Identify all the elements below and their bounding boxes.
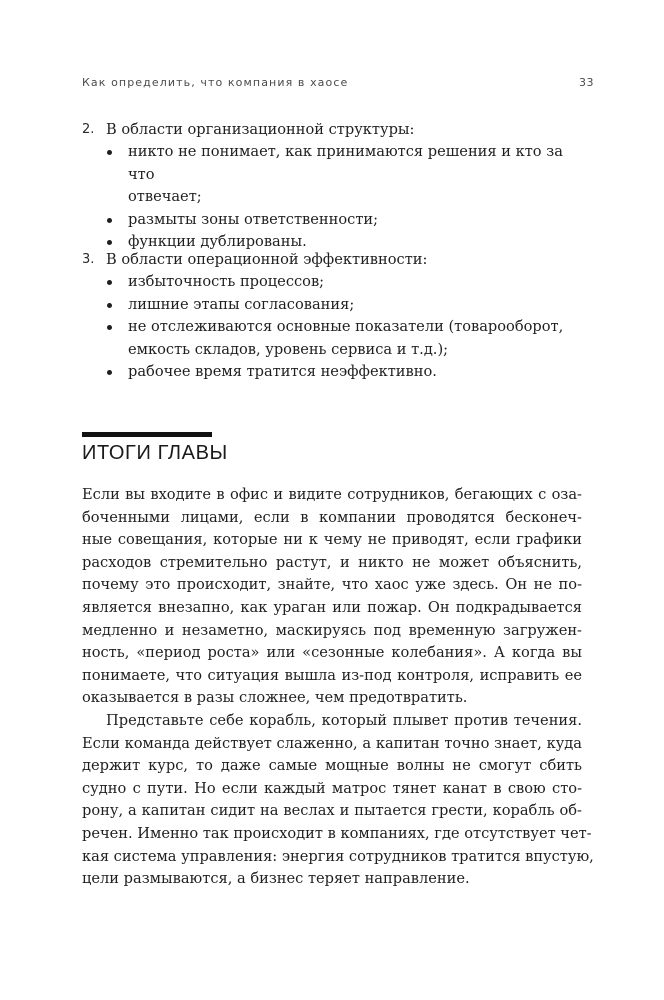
list-title: В области организационной структуры: bbox=[106, 121, 415, 138]
list-heading bbox=[82, 119, 582, 141]
running-head-title: Как определить, что компания в хаосе bbox=[82, 76, 349, 89]
section-rule bbox=[82, 432, 212, 437]
bullet-icon bbox=[107, 325, 112, 330]
list-item: лишние этапы согласования; bbox=[82, 294, 582, 317]
bullet-icon bbox=[107, 280, 112, 285]
page-number: 33 bbox=[579, 76, 594, 89]
bullet-icon bbox=[107, 218, 112, 223]
numbered-list-3 bbox=[82, 249, 582, 384]
chapter-summary-text bbox=[82, 484, 594, 891]
list-item: никто не понимает, как принимаются решения и кто за что отвечает; bbox=[82, 141, 582, 209]
bullet-list bbox=[82, 141, 582, 254]
list-title: В области операционной эффективности: bbox=[106, 251, 428, 268]
list-item: размыты зоны ответственности; bbox=[82, 209, 582, 232]
bullet-list bbox=[82, 271, 582, 384]
list-item: избыточность процессов; bbox=[82, 271, 582, 294]
numbered-list-2 bbox=[82, 119, 582, 254]
list-item: функции дублированы. bbox=[82, 231, 582, 254]
list-number: 3. bbox=[82, 252, 95, 267]
section-title: ИТОГИ ГЛАВЫ bbox=[82, 442, 228, 464]
paragraph: Представьте себе корабль, который плывет против течения. Если команда действует слаженно, а капитан точно знает, куда держит курс, то даже самые мощные волны не смогут сбить судно с пути. Но если каждый матрос тянет канат в свою сто- рону, а капитан сидит на веслах и пытается грести, корабль об- речен. Именно так происходит в компаниях, где отсутствует чет- кая система управления: энергия сотрудников тратится впустую, цели размываются, а бизнес теряет направление. bbox=[82, 711, 594, 888]
bullet-icon bbox=[107, 150, 112, 155]
list-item: рабочее время тратится неэффективно. bbox=[82, 361, 582, 384]
bullet-icon bbox=[107, 370, 112, 375]
list-heading bbox=[82, 249, 582, 271]
bullet-icon bbox=[107, 240, 112, 245]
paragraph: Если вы входите в офис и видите сотрудников, бегающих с оза- боченными лицами, если в компании проводятся бесконеч- ные совещания, которые ни к чему не приводят, если графики расходов стремительно растут, и никто не может объяснить, почему это происходит, знайте, что хаос уже здесь. Он не по- является внезапно, как ураган или пожар. Он подкрадывается медленно и незаметно, маскируясь под временную загружен- ность, «период роста» или «сезонные колебания». А когда вы понимаете, что ситуация вышла из-под контроля, исправить ее оказывается в разы сложнее, чем предотвратить. bbox=[82, 486, 582, 707]
bullet-icon bbox=[107, 303, 112, 308]
list-number: 2. bbox=[82, 122, 95, 137]
running-head bbox=[82, 76, 594, 92]
list-item: не отслеживаются основные показатели (товарооборот, емкость складов, уровень сервиса и т.д.); bbox=[82, 316, 582, 361]
